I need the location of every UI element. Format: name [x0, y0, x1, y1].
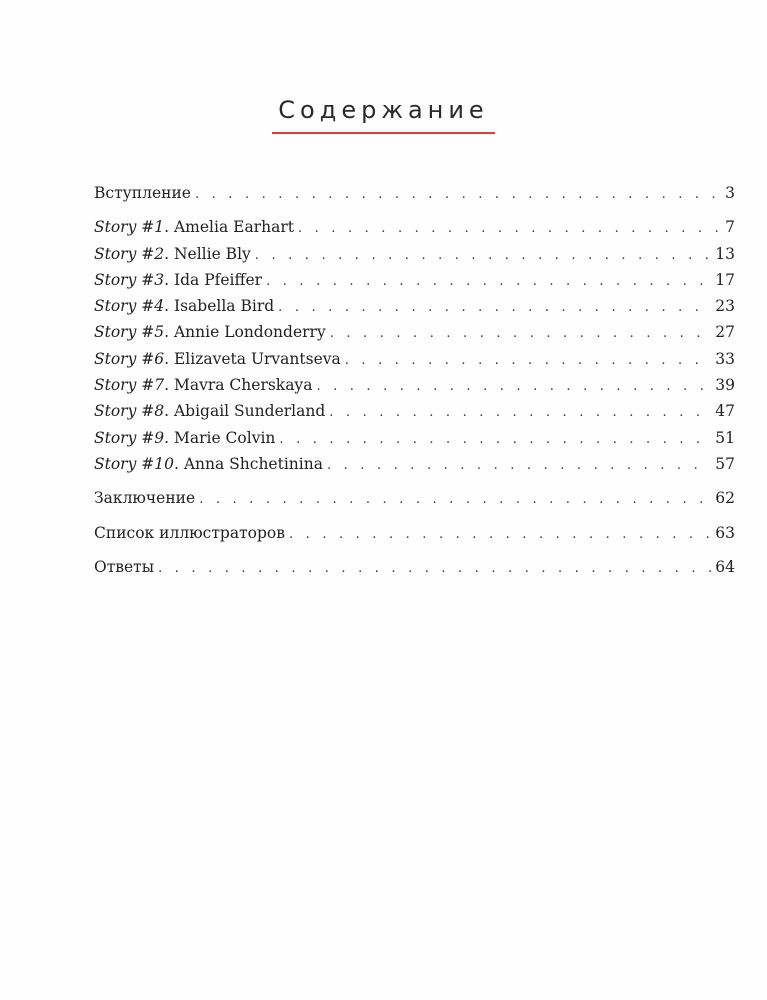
toc-entry-prefix: Story #6 — [94, 349, 165, 368]
dot-leader — [199, 487, 711, 513]
toc-entry-prefix: Story #7 — [94, 376, 165, 395]
dot-leader — [266, 269, 711, 295]
toc-entry-prefix: Story #1 — [94, 218, 165, 237]
toc-entry-label — [94, 267, 262, 293]
toc-entry[interactable] — [94, 372, 735, 398]
toc-page-number: 7 — [725, 218, 735, 237]
toc-entry-title: . Ida Pfeiffer — [164, 270, 263, 289]
dot-leader — [279, 427, 711, 453]
toc-entry[interactable] — [94, 451, 735, 477]
toc-entry-prefix: Story #10 — [94, 454, 174, 473]
toc-page-number: 62 — [715, 489, 735, 508]
toc-entry-title: . Isabella Bird — [164, 297, 275, 316]
toc-entry[interactable] — [94, 346, 735, 372]
toc-entry-prefix: Story #2 — [94, 244, 165, 263]
toc-entry-title: Список иллюстраторов — [94, 523, 285, 542]
toc-page-number: 3 — [725, 184, 735, 202]
toc-entry-prefix: Story #8 — [94, 402, 165, 421]
dot-leader — [278, 295, 711, 321]
toc-entry[interactable] — [94, 554, 735, 580]
toc-entry-label — [94, 180, 191, 206]
toc-entry-label — [94, 372, 312, 398]
toc-entry-label — [94, 293, 274, 319]
toc-entry-label — [94, 485, 195, 511]
dot-leader — [329, 400, 711, 426]
toc-page-number: 47 — [715, 402, 735, 421]
toc-entry[interactable] — [94, 520, 735, 546]
toc-entry-label — [94, 554, 154, 580]
toc-entry-title: . Annie Londonderry — [164, 323, 326, 342]
toc-entry-label — [94, 451, 323, 477]
toc-entry-label — [94, 346, 341, 372]
toc-entry-title: Ответы — [94, 557, 155, 576]
dot-leader — [298, 216, 721, 242]
toc-entry-title: . Abigail Sunderland — [164, 402, 326, 421]
toc-entry[interactable] — [94, 214, 735, 240]
toc-entry-label — [94, 241, 251, 267]
toc-entry-title: . Marie Colvin — [164, 428, 276, 447]
toc-page-number: 51 — [715, 428, 735, 447]
toc-entry-title: . Anna Shchetinina — [173, 454, 323, 473]
toc-page-number: 13 — [715, 244, 735, 263]
toc-page-number: 64 — [715, 557, 735, 576]
toc-entry[interactable] — [94, 485, 735, 511]
toc-entry-prefix: Story #9 — [94, 428, 165, 447]
dot-leader — [255, 243, 711, 269]
toc-entry[interactable] — [94, 398, 735, 424]
dot-leader — [289, 522, 711, 548]
title-wrap — [0, 96, 767, 134]
dot-leader — [327, 453, 711, 479]
toc-entry-label — [94, 520, 285, 546]
toc-entry-label — [94, 398, 325, 424]
page-title: Содержание — [272, 96, 494, 134]
toc-page-number: 33 — [715, 349, 735, 368]
dot-leader — [195, 182, 721, 208]
toc-page-number: 27 — [715, 323, 735, 342]
toc-entry[interactable] — [94, 425, 735, 451]
toc-entry[interactable] — [94, 180, 735, 206]
toc-entry-prefix: Story #5 — [94, 323, 165, 342]
toc-entry-title: . Mavra Cherskaya — [164, 376, 313, 395]
toc-page-number: 63 — [715, 523, 735, 542]
dot-leader — [316, 374, 711, 400]
toc-entry-label — [94, 319, 326, 345]
toc-entry[interactable] — [94, 319, 735, 345]
toc-entry-prefix: Story #3 — [94, 270, 165, 289]
toc-entry-label — [94, 425, 275, 451]
toc-entry-title: Вступление — [94, 184, 191, 202]
toc-entry[interactable] — [94, 293, 735, 319]
toc-entry[interactable] — [94, 241, 735, 267]
dot-leader — [345, 348, 712, 374]
toc-entry-title: . Amelia Earhart — [164, 218, 294, 237]
toc-entry-title: Заключение — [94, 489, 196, 508]
toc-entry-title: . Nellie Bly — [164, 244, 251, 263]
toc-page-number: 57 — [715, 454, 735, 473]
dot-leader — [330, 321, 712, 347]
toc-entry[interactable] — [94, 267, 735, 293]
toc-page-number: 17 — [715, 270, 735, 289]
toc-page-number: 39 — [715, 376, 735, 395]
table-of-contents — [94, 180, 735, 580]
toc-page-number: 23 — [715, 297, 735, 316]
dot-leader — [158, 556, 711, 582]
toc-entry-label — [94, 214, 294, 240]
toc-entry-title: . Elizaveta Urvantseva — [164, 349, 341, 368]
toc-entry-prefix: Story #4 — [94, 297, 165, 316]
